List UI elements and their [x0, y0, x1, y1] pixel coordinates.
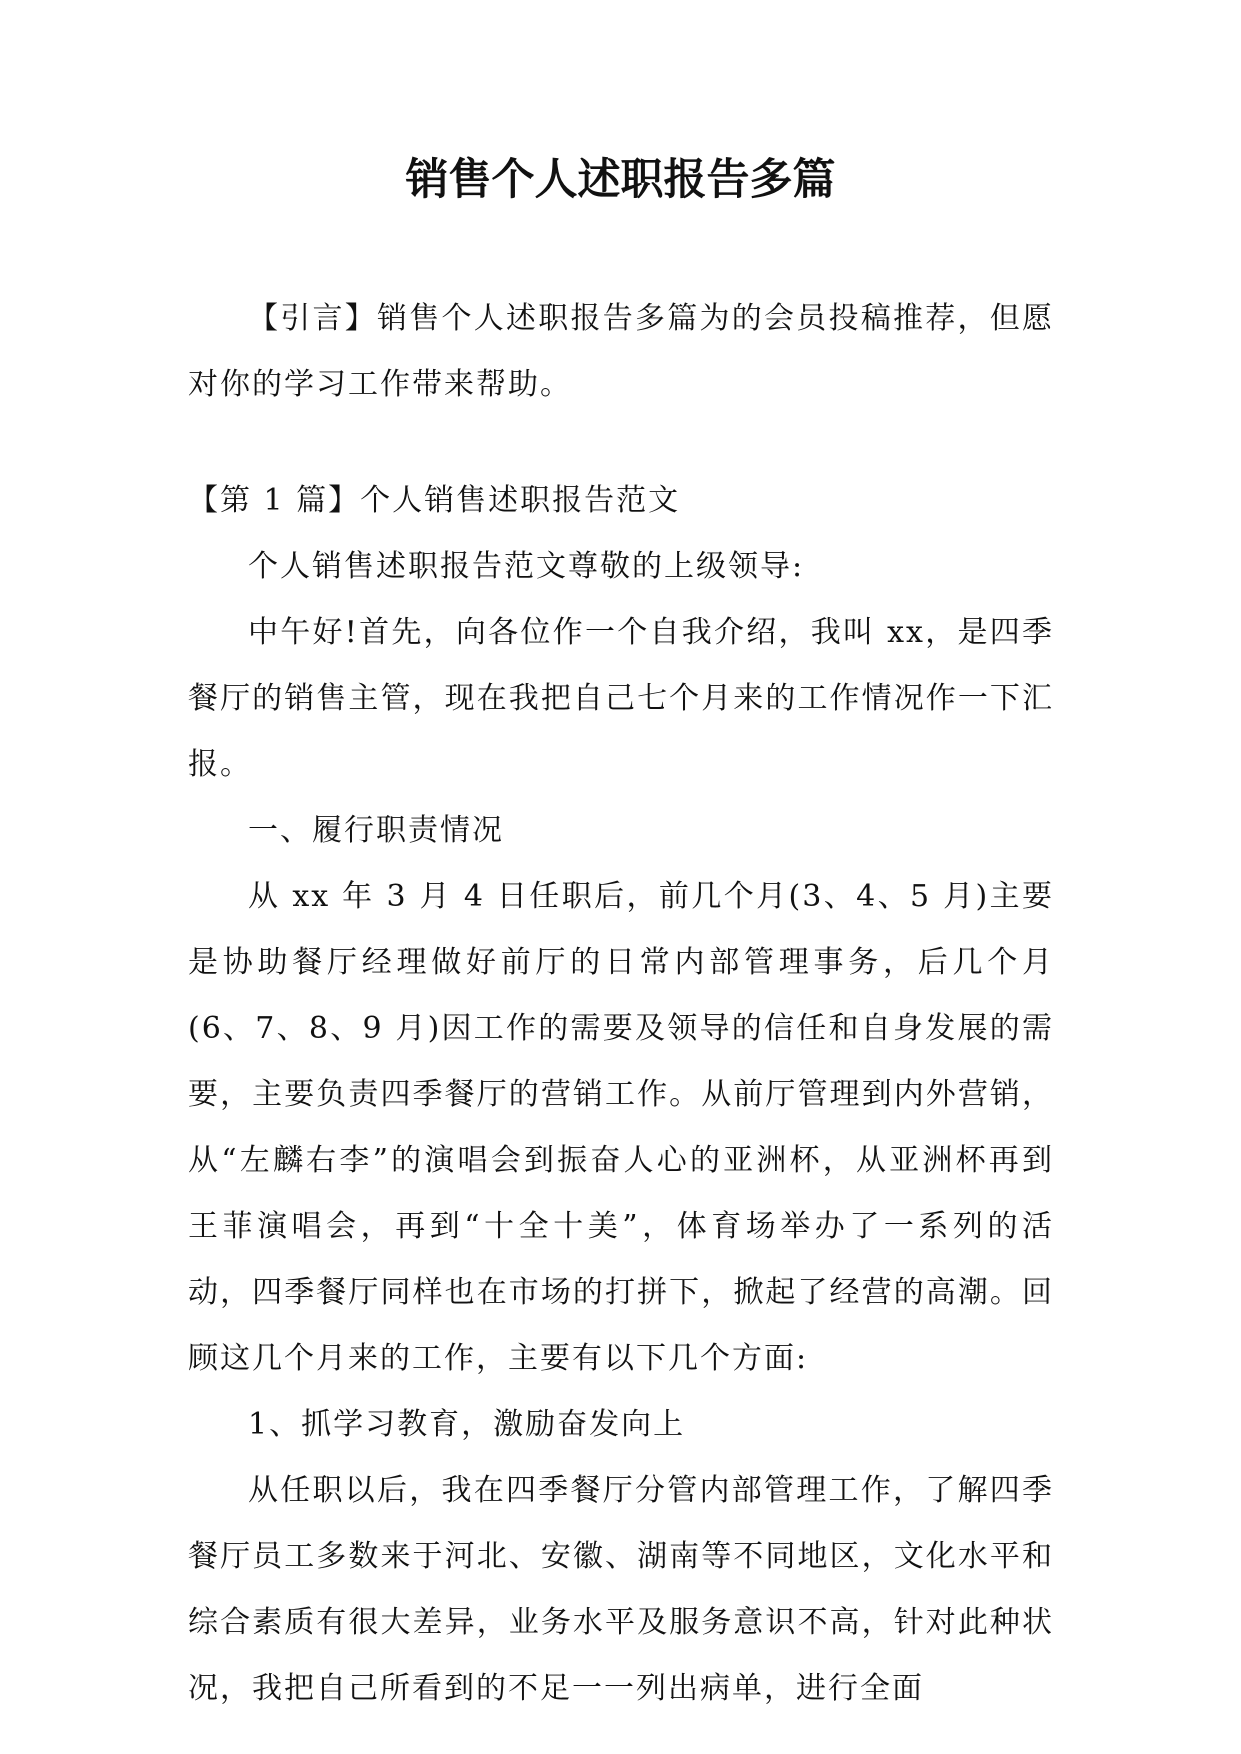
document-body: [188, 286, 1054, 1722]
body-paragraph-duties: 从 xx 年 3 月 4 日任职后，前几个月(3、4、5 月)主要是协助餐厅经理做好前厅的日常内部管理事务，后几个月(6、7、8、9 月)因工作的需要及领导的信任和自身发展的需要，主要负责四季餐厅的营销工作。从前厅管理到内外营销，从“左麟右李”的演唱会到振奋人心的亚洲杯，从亚洲杯再到王菲演唱会，再到“十全十美”，体育场举办了一系列的活动，四季餐厅同样也在市场的打拼下，掀起了经营的高潮。回顾这几个月来的工作，主要有以下几个方面:: [188, 879, 1054, 1376]
body-paragraph-study-education: 从任职以后，我在四季餐厅分管内部管理工作，了解四季餐厅员工多数来于河北、安徽、湖南等不同地区，文化水平和综合素质有很大差异，业务水平及服务意识不高，针对此种状况，我把自己所看到的不足一一列出病单，进行全面: [188, 1473, 1054, 1706]
body-paragraph-greeting: 中午好!首先，向各位作一个自我介绍，我叫 xx，是四季餐厅的销售主管，现在我把自己七个月来的工作情况作一下汇报。: [188, 615, 1054, 782]
subheading-study-education: 1、抓学习教育，激励奋发向上: [248, 1407, 686, 1442]
section-heading: 【第 1 篇】个人销售述职报告范文: [188, 483, 681, 518]
body-paragraph-salutation: 个人销售述职报告范文尊敬的上级领导:: [248, 549, 805, 584]
intro-paragraph: 【引言】销售个人述职报告多篇为的会员投稿推荐，但愿对你的学习工作带来帮助。: [188, 301, 1054, 402]
subheading-duties: 一、履行职责情况: [248, 813, 504, 848]
document-title: 销售个人述职报告多篇: [405, 155, 836, 205]
